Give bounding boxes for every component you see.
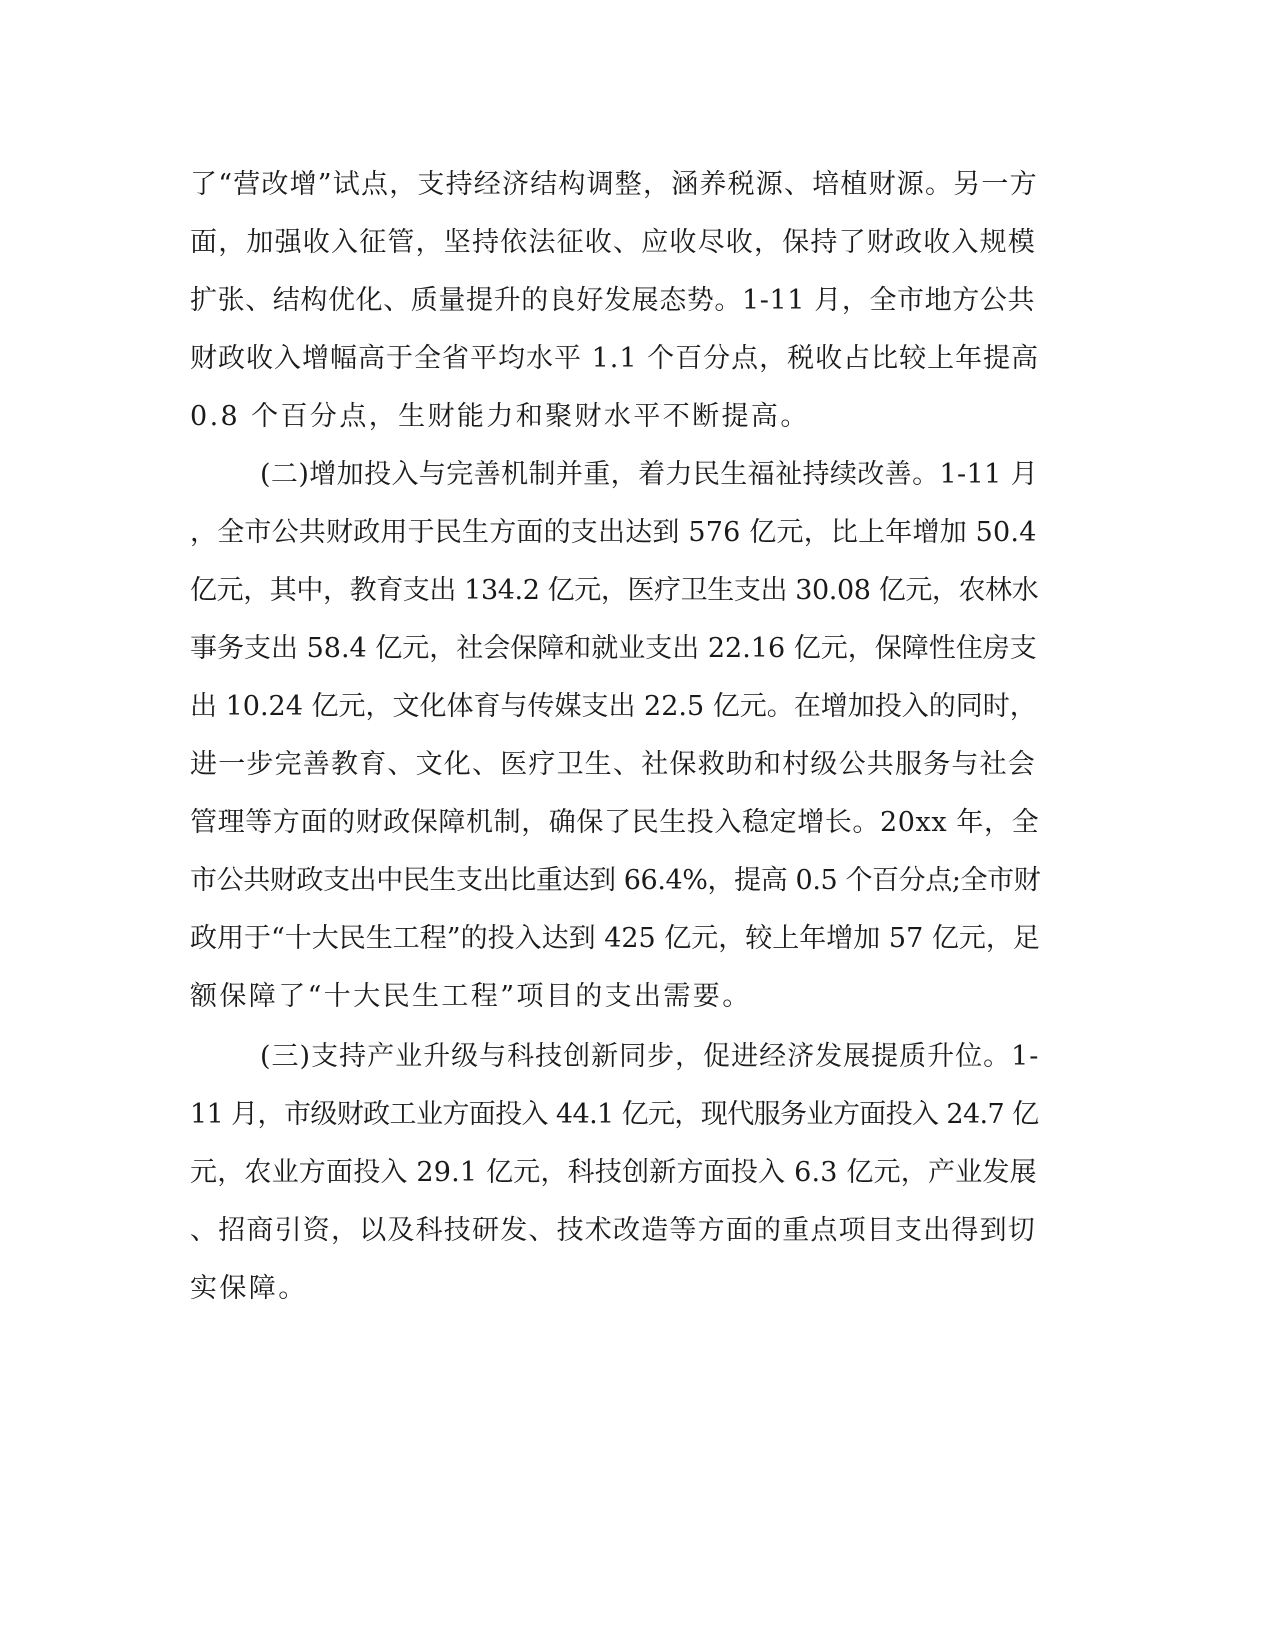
text-line: 财政收入增幅高于全省平均水平 1.1 个百分点，税收占比较上年提高 (190, 343, 1040, 374)
paragraph-heading-3: (三)支持产业升级与科技创新同步，促进经济发展提质升位。1- (260, 1041, 1040, 1072)
paragraph-heading-2: (二)增加投入与完善机制并重，着力民生福祉持续改善。1-11 月 (260, 459, 1039, 490)
text-line: 管理等方面的财政保障机制，确保了民生投入稳定增长。20xx 年，全 (190, 807, 1040, 838)
text-line: 亿元，其中，教育支出 134.2 亿元，医疗卫生支出 30.08 亿元，农林水 (190, 575, 1039, 606)
text-line: 事务支出 58.4 亿元，社会保障和就业支出 22.16 亿元，保障性住房支 (190, 633, 1037, 664)
text-line: 元，农业方面投入 29.1 亿元，科技创新方面投入 6.3 亿元，产业发展 (190, 1157, 1037, 1188)
text-line: 0.8 个百分点，生财能力和聚财水平不断提高。 (190, 401, 810, 432)
text-line: 实保障。 (190, 1273, 308, 1304)
text-line: 政用于“十大民生工程”的投入达到 425 亿元，较上年增加 57 亿元，足 (190, 923, 1040, 954)
text-line: 进一步完善教育、文化、医疗卫生、社保救助和村级公共服务与社会 (190, 749, 1036, 780)
text-line: 出 10.24 亿元，文化体育与传媒支出 22.5 亿元。在增加投入的同时， (190, 691, 1037, 722)
text-line: 面，加强收入征管，坚持依法征收、应收尽收，保持了财政收入规模 (190, 227, 1036, 258)
text-line: 市公共财政支出中民生支出比重达到 66.4%，提高 0.5 个百分点;全市财 (190, 865, 1041, 896)
text-line: ，全市公共财政用于民生方面的支出达到 576 亿元，比上年增加 50.4 (190, 517, 1037, 548)
text-line: 了“营改增”试点，支持经济结构调整，涵养税源、培植财源。另一方 (190, 169, 1038, 200)
text-line: 、招商引资，以及科技研发、技术改造等方面的重点项目支出得到切 (190, 1215, 1036, 1246)
text-line: 额保障了“十大民生工程”项目的支出需要。 (190, 981, 752, 1012)
text-line: 扩张、结构优化、质量提升的良好发展态势。1-11 月，全市地方公共 (190, 285, 1036, 316)
text-line: 11 月，市级财政工业方面投入 44.1 亿元，现代服务业方面投入 24.7 亿 (190, 1099, 1039, 1130)
